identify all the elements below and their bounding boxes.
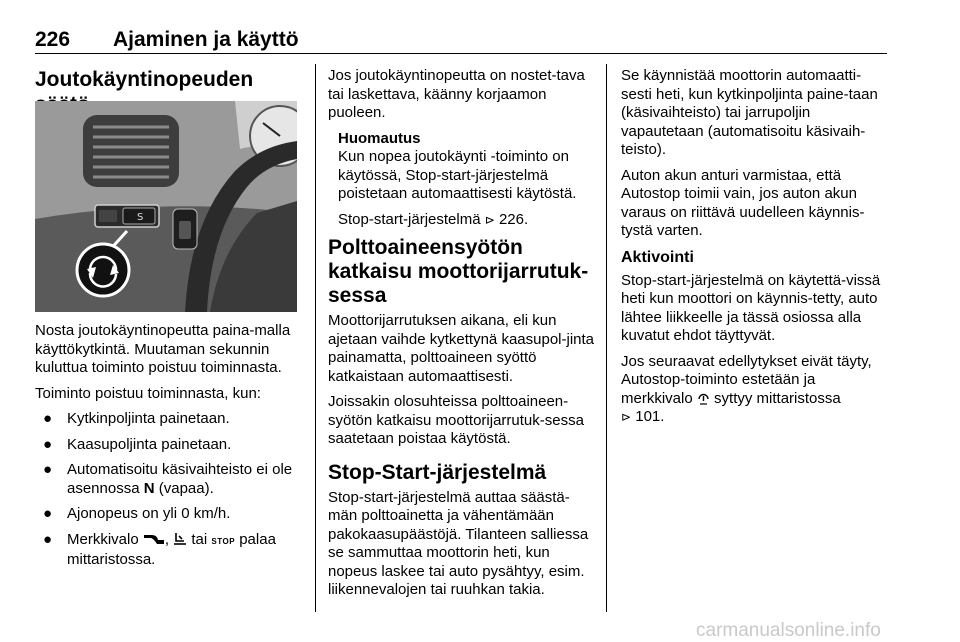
stop-start-paragraph: Stop-start-järjestelmä auttaa säästä-män polttoainetta ja vähentämään pakokaasupäästöjä. Tilanteen salliessa se sammuttaa moottorin heti, kun nopeus laskee tai auto pysähtyy, esim. liikennevalojen tai ruuhkan takia. [328,488,589,598]
reference-arrow-icon: ⊳ [621,410,632,424]
column-3 [621,67,889,434]
list-item: ● Automatisoitu käsivaihteisto ei ole asennossa N (vapaa). [43,461,293,497]
column-1-body [35,322,305,577]
conditions-paragraph: Jos seuraavat edellytykset eivät täyty, Autostop-toiminto estetään ja merkkivalo syttyy mittaristossa ⊳ 101. [621,352,872,425]
cross-reference: Stop-start-järjestelmä ⊳ 226. [338,210,529,228]
dashboard-photo [35,101,297,312]
chapter-title: Ajaminen ja käyttö [113,28,299,51]
column-divider-1 [315,64,316,612]
list-item: ● Ajonopeus on yli 0 km/h. [43,505,231,522]
list-item: ● Merkkivalo , tai STOP palaa mittaristossa. [43,530,276,568]
bullet-icon: ● [43,505,53,522]
battery-paragraph: Auton akun anturi varmistaa, että Autostop toimii vain, jos auton akun varaus on riittävä uudelleen käynnis-tystä varten. [621,166,865,239]
note-box [338,130,596,230]
fuel-cutoff-paragraph-2: Joissakin olosuhteissa polttoaineen-syötön katkaisu moottorijarrutuk-sessa saatetaan poistaa käytöstä. [328,393,584,447]
section-title-stop-start: Stop-Start-järjestelmä [328,460,547,484]
workshop-paragraph: Jos joutokäyntinopeutta on nostet-tava tai laskettava, käänny korjaamon puoleen. [328,67,585,121]
warning-lamp-icon [143,533,165,545]
neutral-gear-letter: N [143,479,155,497]
section-title-fuel-cutoff: Polttoaineensyötön katkaisu moottorijarrutuk-sessa [328,236,589,307]
section-title-idle-speed: Joutokäyntinopeuden [35,68,254,91]
note-title: Huomautus [338,129,421,147]
list-item: ● Kaasupoljinta painetaan. [43,435,232,453]
idle-paragraph-2: Toiminto poistuu toiminnasta, kun: [35,384,261,402]
deactivation-list [35,410,305,570]
idle-paragraph-1: Nosta joutokäyntinopeutta paina-malla käyttökytkintä. Muutaman sekunnin kuluttua toiminto poistuu toiminnasta. [35,322,291,376]
bullet-icon: ● [43,435,53,453]
note-text: Kun nopea joutokäynti -toiminto on käytössä, Stop-start-järjestelmä poistetaan automaattisesti käytöstä. [338,148,577,202]
column-divider-2 [606,64,607,612]
stop-lamp-icon: STOP [211,536,236,546]
bullet-icon: ● [43,410,53,427]
header-rule [35,53,887,54]
page-header [35,28,887,52]
list-item: ● Kytkinpoljinta painetaan. [43,410,230,427]
page-number: 226 [35,28,71,51]
autostop-lamp-icon [697,392,710,405]
activation-paragraph: Stop-start-järjestelmä on käytettä-vissä heti kun moottori on käynnis-tetty, auto lähtee liikkeelle ja tässä osiossa alla kuvatut ehdot täyttyvät. [621,271,881,344]
steering-lamp-icon [173,532,187,546]
fuel-cutoff-paragraph-1: Moottorijarrutuksen aikana, eli kun ajetaan vaihde kytkettynä kaasupol-jinta painamatta, polttoaineen syöttö katkaistaan automaattisesti. [328,312,595,385]
section-title-activation: Aktivointi [621,248,694,266]
column-2 [328,67,596,607]
bullet-icon: ● [43,461,53,478]
reference-arrow-icon: ⊳ [484,212,495,227]
restart-paragraph: Se käynnistää moottorin automaatti-sesti heti, kun kytkinpoljinta paine-taan (käsivaihteisto) tai jarrupoljin vapautetaan (automatisoitu käsivaih-teisto). [621,67,878,158]
svg-text:S: S [137,212,144,223]
bullet-icon: ● [43,530,53,548]
watermark: carmanualsonline.info [696,620,881,641]
